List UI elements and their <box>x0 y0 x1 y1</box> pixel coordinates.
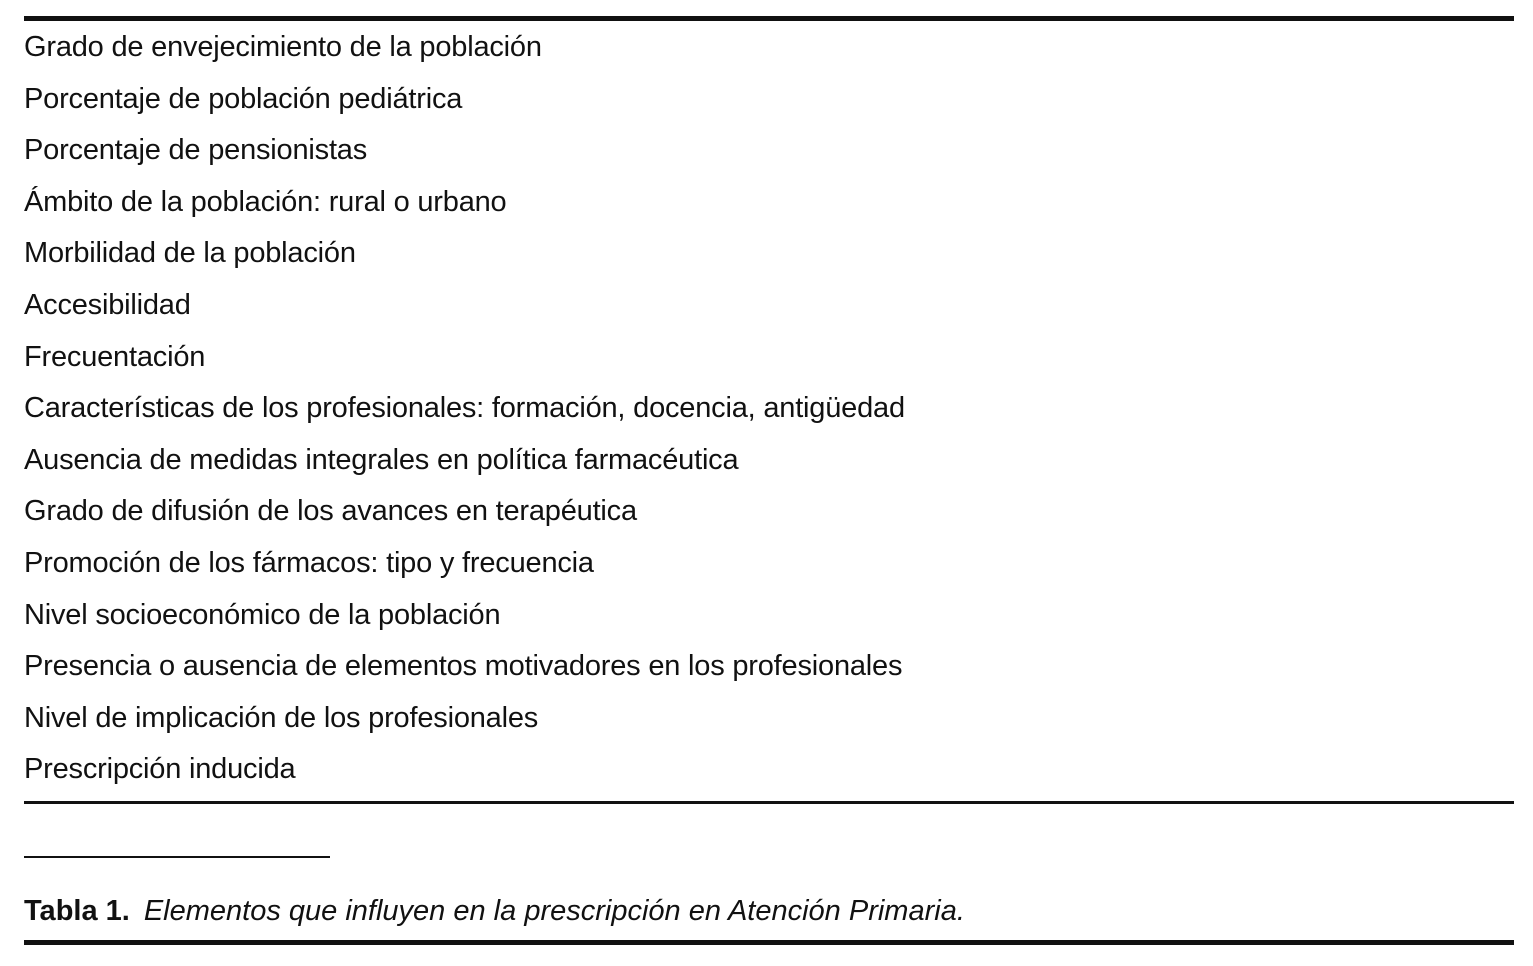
table-row: Nivel socioeconómico de la población <box>24 598 501 631</box>
caption-text: Elementos que influyen en la prescripción en Atención Primaria. <box>143 895 965 927</box>
table-row: Presencia o ausencia de elementos motivadores en los profesionales <box>24 650 903 683</box>
table-bottom-rule <box>24 801 1514 804</box>
table-row: Grado de envejecimiento de la población <box>24 31 542 63</box>
caption-label: Tabla 1. <box>24 895 130 927</box>
table-row: Accesibilidad <box>24 288 191 321</box>
table-row: Porcentaje de pensionistas <box>24 134 368 167</box>
table-row: Frecuentación <box>24 340 206 373</box>
table-row: Grado de difusión de los avances en terapéutica <box>24 495 637 528</box>
table-row: Morbilidad de la población <box>24 237 356 270</box>
factor-list <box>24 24 1514 798</box>
table-row: Ausencia de medidas integrales en política farmacéutica <box>24 443 739 476</box>
table-caption <box>24 888 965 934</box>
table-row: Ámbito de la población: rural o urbano <box>24 185 507 218</box>
table-row: Nivel de implicación de los profesionales <box>24 701 539 734</box>
caption-separator <box>24 856 330 858</box>
table-row: Porcentaje de población pediátrica <box>24 82 463 115</box>
table-row: Características de los profesionales: formación, docencia, antigüedad <box>24 392 905 425</box>
table-row: Prescripción inducida <box>24 753 296 786</box>
table-top-rule <box>24 16 1514 21</box>
table-row: Promoción de los fármacos: tipo y frecuencia <box>24 546 594 579</box>
caption-bottom-rule <box>24 940 1514 945</box>
